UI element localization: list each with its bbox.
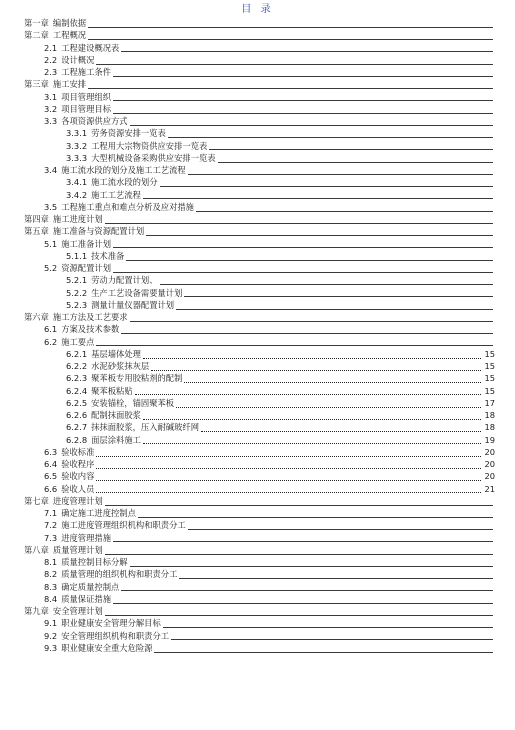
toc-entry-leader xyxy=(130,566,493,567)
toc-entry-label xyxy=(24,17,86,29)
toc-entry[interactable] xyxy=(0,360,515,372)
toc-entry[interactable] xyxy=(0,140,515,152)
toc-entry-number: 8.1 xyxy=(44,557,58,567)
toc-entry-number: 5.2.2 xyxy=(66,287,88,298)
toc-entry-number: 3.4 xyxy=(44,165,58,175)
toc-entry-leader xyxy=(135,394,481,395)
toc-entry-page-number: 21 xyxy=(484,483,495,494)
toc-entry-title: 项目管理组织 xyxy=(61,91,111,102)
toc-entry-title: 工程用大宗物资供应安排一览表 xyxy=(91,140,208,151)
toc-entry-leader xyxy=(113,76,493,77)
toc-entry-label xyxy=(66,299,174,311)
toc-entry-label xyxy=(44,617,161,629)
toc-entry-number: 第二章 xyxy=(24,30,49,41)
toc-entry-label xyxy=(24,78,86,90)
toc-entry-number: 5.2.3 xyxy=(66,299,88,310)
toc-entry-title: 编制依据 xyxy=(52,18,87,28)
toc-entry-title: 施工要点 xyxy=(61,336,95,347)
toc-entry[interactable] xyxy=(0,54,515,66)
toc-entry-number: 3.3 xyxy=(44,116,58,126)
toc-entry-label xyxy=(44,642,152,654)
toc-entry-label xyxy=(24,495,103,507)
toc-entry-number: 6.4 xyxy=(44,459,58,469)
toc-entry-page-number: 20 xyxy=(484,459,495,469)
toc-entry-leader xyxy=(188,529,493,530)
toc-entry-title: 进度管理计划 xyxy=(52,495,103,506)
toc-entry-leader xyxy=(143,419,481,420)
toc-entry-leader xyxy=(138,517,493,518)
toc-entry[interactable] xyxy=(0,152,515,164)
toc-entry-leader xyxy=(96,480,481,481)
toc-entry-number: 6.5 xyxy=(44,471,58,482)
toc-entry-label xyxy=(44,470,94,482)
toc-entry-title: 职业健康安全重大危险源 xyxy=(61,642,153,653)
toc-entry[interactable] xyxy=(0,470,515,482)
toc-entry[interactable] xyxy=(0,519,515,531)
toc-entry-number: 6.6 xyxy=(44,483,58,494)
toc-entry-number: 7.1 xyxy=(44,508,58,518)
toc-entry[interactable] xyxy=(0,434,515,446)
toc-entry-title: 劳务资源安排一览表 xyxy=(91,128,166,139)
toc-entry[interactable] xyxy=(0,201,515,213)
toc-entry[interactable] xyxy=(0,495,515,507)
toc-entry-title: 安全管理组织机构和职责分工 xyxy=(61,630,170,641)
toc-entry[interactable] xyxy=(0,372,515,384)
toc-entry-number: 2.1 xyxy=(44,42,58,53)
toc-entry[interactable] xyxy=(0,458,515,470)
toc-entry-leader xyxy=(160,186,493,187)
toc-entry-label xyxy=(66,140,207,152)
toc-entry-leader xyxy=(113,113,493,114)
toc-entry-title: 安全管理计划 xyxy=(52,606,103,616)
toc-entry-label xyxy=(44,519,186,531)
toc-entry-page-number: 20 xyxy=(484,446,495,457)
toc-entry-leader xyxy=(143,198,493,199)
toc-entry[interactable] xyxy=(0,29,515,41)
toc-entry-label xyxy=(44,164,186,176)
toc-entry-page-number: 17 xyxy=(484,397,495,408)
toc-entry[interactable] xyxy=(0,115,515,127)
toc-entry-title: 验收程序 xyxy=(61,459,95,469)
toc-entry-label xyxy=(44,446,94,458)
toc-entry-number: 6.2.4 xyxy=(66,385,88,396)
toc-entry-title: 安装锚栓，锚固聚苯板 xyxy=(91,397,175,408)
toc-entry-leader xyxy=(176,407,481,408)
toc-entry-number: 3.4.2 xyxy=(66,189,88,200)
toc-entry-leader xyxy=(184,296,493,297)
toc-entry[interactable] xyxy=(0,287,515,299)
toc-entry[interactable] xyxy=(0,507,515,519)
toc-entry-number: 第三章 xyxy=(24,79,49,90)
toc-entry-leader xyxy=(143,358,481,359)
toc-entry-label xyxy=(44,458,94,470)
toc-entry-title: 基层墙体处理 xyxy=(91,348,141,359)
toc-entry[interactable] xyxy=(0,593,515,605)
toc-entry[interactable] xyxy=(0,274,515,286)
toc-entry-number: 6.1 xyxy=(44,324,58,335)
toc-entry-title: 施工流水段的划分及施工工艺流程 xyxy=(61,165,186,175)
toc-entry-leader xyxy=(96,345,493,346)
toc-entry-page-number: 15 xyxy=(484,361,495,371)
toc-entry-label xyxy=(44,91,111,103)
toc-entry-title: 验收人员 xyxy=(61,483,95,494)
toc-entry-leader xyxy=(146,235,493,236)
toc-entry-number: 2.3 xyxy=(44,67,58,77)
toc-entry-title: 各项资源供应方式 xyxy=(61,116,128,126)
table-of-contents xyxy=(0,17,515,654)
toc-entry-number: 6.3 xyxy=(44,446,58,457)
toc-entry-title: 施工工艺流程 xyxy=(91,189,141,200)
toc-entry-title: 施工准备计划 xyxy=(61,238,111,249)
toc-entry[interactable] xyxy=(0,78,515,90)
toc-entry-label xyxy=(44,323,119,335)
toc-entry-number: 第六章 xyxy=(24,312,49,322)
toc-entry-label xyxy=(24,213,103,225)
toc-entry[interactable] xyxy=(0,213,515,225)
toc-entry-number: 6.2.1 xyxy=(66,348,88,359)
toc-entry[interactable] xyxy=(0,544,515,556)
toc-entry-title: 施工方法及工艺要求 xyxy=(52,312,128,322)
toc-entry-label xyxy=(66,176,158,188)
toc-entry-leader xyxy=(130,321,493,322)
toc-entry-label xyxy=(44,556,128,568)
toc-entry-title: 技术准备 xyxy=(91,250,125,261)
toc-entry-number: 6.2.8 xyxy=(66,434,88,445)
toc-entry-title: 质量控制目标分解 xyxy=(61,557,128,567)
toc-entry-number: 5.1.1 xyxy=(66,250,88,261)
toc-entry-label xyxy=(44,630,169,642)
toc-entry-leader xyxy=(88,39,493,40)
toc-entry-label xyxy=(44,532,111,544)
toc-entry-title: 配制抹面胶浆 xyxy=(91,410,141,420)
toc-entry-page-number: 15 xyxy=(484,373,495,384)
toc-entry-number: 5.2.1 xyxy=(66,275,88,286)
toc-entry-number: 第七章 xyxy=(24,495,49,506)
toc-entry-leader xyxy=(143,443,481,444)
toc-entry-number: 9.3 xyxy=(44,642,58,653)
toc-entry-title: 质量保证措施 xyxy=(61,593,111,604)
toc-entry[interactable] xyxy=(0,532,515,544)
toc-entry[interactable] xyxy=(0,642,515,654)
toc-entry[interactable] xyxy=(0,311,515,323)
toc-entry-page-number: 20 xyxy=(484,471,495,482)
toc-entry-leader xyxy=(113,100,493,101)
toc-entry-leader xyxy=(201,431,481,432)
toc-entry-label xyxy=(24,544,103,556)
toc-entry-number: 第五章 xyxy=(24,226,49,237)
toc-entry-title: 确定质量控制点 xyxy=(61,581,120,592)
toc-entry[interactable] xyxy=(0,409,515,421)
toc-entry-leader xyxy=(113,603,493,604)
toc-entry-label xyxy=(44,581,119,593)
toc-entry-number: 第八章 xyxy=(24,544,49,555)
toc-entry-label xyxy=(66,287,182,299)
toc-entry-label xyxy=(66,385,133,397)
toc-entry-title: 项目管理目标 xyxy=(61,103,111,114)
toc-entry-label xyxy=(66,421,199,433)
toc-entry[interactable] xyxy=(0,421,515,433)
toc-entry-leader xyxy=(105,505,493,506)
toc-entry-number: 3.3.1 xyxy=(66,128,88,139)
toc-entry-leader xyxy=(105,223,493,224)
toc-entry-label xyxy=(66,250,124,262)
toc-entry-leader xyxy=(96,64,493,65)
toc-entry[interactable] xyxy=(0,176,515,188)
toc-entry-title: 大型机械设备采购供应安排一览表 xyxy=(91,152,216,163)
toc-entry-title: 方案及技术参数 xyxy=(61,324,120,335)
toc-entry[interactable] xyxy=(0,397,515,409)
toc-entry-number: 3.1 xyxy=(44,91,58,102)
toc-entry[interactable] xyxy=(0,336,515,348)
toc-entry[interactable] xyxy=(0,617,515,629)
toc-entry[interactable] xyxy=(0,91,515,103)
toc-entry-label xyxy=(66,348,141,360)
toc-entry-number: 7.3 xyxy=(44,532,58,543)
toc-entry[interactable] xyxy=(0,238,515,250)
toc-entry-label xyxy=(66,434,141,446)
toc-entry[interactable] xyxy=(0,556,515,568)
toc-entry[interactable] xyxy=(0,630,515,642)
toc-entry[interactable] xyxy=(0,225,515,237)
toc-entry-number: 3.3.3 xyxy=(66,152,88,163)
toc-entry-label xyxy=(24,311,128,323)
toc-entry-leader xyxy=(121,333,493,334)
toc-entry-leader xyxy=(171,639,493,640)
toc-entry[interactable] xyxy=(0,127,515,139)
toc-entry-title: 验收内容 xyxy=(61,471,95,482)
toc-entry-label xyxy=(44,238,111,250)
toc-entry-title: 施工进度计划 xyxy=(52,214,103,224)
toc-entry-number: 3.3.2 xyxy=(66,140,88,151)
toc-entry-leader xyxy=(154,652,493,653)
toc-entry-leader xyxy=(96,456,481,457)
toc-entry-page-number: 18 xyxy=(484,422,495,433)
toc-entry-title: 工程概况 xyxy=(52,30,87,41)
toc-entry-label xyxy=(44,507,136,519)
toc-entry-number: 3.4.1 xyxy=(66,177,88,188)
toc-entry[interactable] xyxy=(0,189,515,201)
toc-entry-title: 资源配置计划 xyxy=(61,263,111,273)
toc-entry-number: 9.1 xyxy=(44,618,58,629)
toc-entry-leader xyxy=(151,370,481,371)
toc-entry-label xyxy=(44,593,111,605)
toc-entry[interactable] xyxy=(0,348,515,360)
toc-entry-title: 工程建设概况表 xyxy=(61,42,120,53)
toc-entry-label xyxy=(44,115,128,127)
toc-entry-number: 2.2 xyxy=(44,54,58,65)
toc-entry-title: 施工安排 xyxy=(52,79,87,90)
toc-entry-label xyxy=(66,409,141,421)
toc-entry-title: 进度管理措施 xyxy=(61,532,111,543)
toc-entry[interactable] xyxy=(0,483,515,495)
toc-entry-number: 6.2 xyxy=(44,336,58,347)
toc-entry-number: 第一章 xyxy=(24,18,49,28)
toc-entry-number: 3.2 xyxy=(44,103,58,114)
toc-entry-page-number: 19 xyxy=(484,434,495,445)
toc-entry-label xyxy=(44,483,94,495)
toc-entry-leader xyxy=(179,578,493,579)
toc-entry-page-number: 15 xyxy=(484,348,495,359)
toc-entry[interactable] xyxy=(0,385,515,397)
toc-entry-page-number: 18 xyxy=(484,410,495,420)
toc-entry-label xyxy=(44,42,119,54)
toc-entry-leader xyxy=(188,174,493,175)
toc-entry-leader xyxy=(184,382,481,383)
toc-entry-title: 测量计量仪器配置计划 xyxy=(91,299,175,310)
toc-entry-number: 6.2.5 xyxy=(66,397,88,408)
toc-entry-label xyxy=(66,372,182,384)
toc-entry-number: 8.2 xyxy=(44,569,58,580)
toc-entry-number: 6.2.7 xyxy=(66,422,88,433)
toc-entry-label xyxy=(66,127,166,139)
toc-entry-page-number: 15 xyxy=(484,385,495,396)
toc-entry-number: 6.2.6 xyxy=(66,410,88,420)
toc-entry[interactable] xyxy=(0,66,515,78)
toc-entry-leader xyxy=(88,88,493,89)
toc-entry[interactable] xyxy=(0,446,515,458)
toc-entry-number: 9.2 xyxy=(44,630,58,641)
toc-entry-number: 7.2 xyxy=(44,520,58,531)
toc-entry-label xyxy=(24,29,86,41)
toc-entry-leader xyxy=(130,125,493,126)
toc-entry-label xyxy=(44,336,94,348)
toc-entry-title: 水泥砂浆抹灰层 xyxy=(91,361,150,371)
toc-entry-number: 6.2.2 xyxy=(66,361,88,371)
toc-entry-title: 工程施工重点和难点分析及应对措施 xyxy=(61,201,194,212)
toc-entry-label xyxy=(24,225,144,237)
toc-entry-leader xyxy=(168,137,493,138)
toc-entry-label xyxy=(66,397,174,409)
toc-entry-leader xyxy=(163,627,493,628)
toc-entry-label xyxy=(66,189,141,201)
toc-entry-title: 聚苯板专用胶粘剂的配制 xyxy=(91,373,183,384)
toc-entry-title: 劳动力配置计划、 xyxy=(91,275,158,286)
toc-entry-title: 施工准备与资源配置计划 xyxy=(52,226,145,237)
toc-entry-number: 5.2 xyxy=(44,263,58,273)
toc-entry-label xyxy=(66,360,149,372)
toc-entry[interactable] xyxy=(0,164,515,176)
toc-entry-number: 3.5 xyxy=(44,201,58,212)
toc-entry[interactable] xyxy=(0,299,515,311)
toc-entry-label xyxy=(44,568,177,580)
toc-entry-title: 抹抹面胶浆，压入耐碱玻纤网 xyxy=(91,422,199,433)
toc-entry-title: 施工流水段的划分 xyxy=(91,177,158,188)
toc-entry-label xyxy=(44,201,194,213)
toc-entry-leader xyxy=(176,309,493,310)
toc-entry-title: 质量管理计划 xyxy=(52,544,103,555)
toc-entry-leader xyxy=(209,149,493,150)
toc-entry-leader xyxy=(105,554,493,555)
toc-entry-leader xyxy=(105,615,493,616)
toc-entry-label xyxy=(66,152,216,164)
toc-entry-leader xyxy=(160,284,493,285)
toc-entry-leader xyxy=(218,162,493,163)
toc-entry-leader xyxy=(196,211,493,212)
toc-entry-label xyxy=(44,66,111,78)
toc-entry[interactable] xyxy=(0,605,515,617)
toc-entry-title: 职业健康安全管理分解目标 xyxy=(61,618,161,629)
toc-entry-leader xyxy=(96,492,481,493)
toc-entry[interactable] xyxy=(0,568,515,580)
toc-entry-title: 面层涂料施工 xyxy=(91,434,141,445)
toc-entry-leader xyxy=(126,260,493,261)
toc-entry-title: 验收标准 xyxy=(61,446,95,457)
toc-entry-leader xyxy=(121,590,493,591)
toc-entry-leader xyxy=(121,51,493,52)
toc-entry-leader xyxy=(113,247,493,248)
toc-entry-leader xyxy=(96,468,481,469)
toc-entry-leader xyxy=(113,541,493,542)
toc-entry-title: 设计概况 xyxy=(61,54,95,65)
toc-entry-label xyxy=(44,54,94,66)
toc-entry-number: 8.3 xyxy=(44,581,58,592)
toc-entry-title: 聚苯板粘贴 xyxy=(91,385,133,396)
toc-entry-number: 6.2.3 xyxy=(66,373,88,384)
toc-entry[interactable] xyxy=(0,581,515,593)
toc-entry[interactable] xyxy=(0,103,515,115)
toc-entry[interactable] xyxy=(0,17,515,29)
toc-entry-title: 施工进度管理组织机构和职责分工 xyxy=(61,520,186,531)
toc-entry-leader xyxy=(88,27,493,28)
toc-entry-leader xyxy=(113,272,493,273)
toc-entry-number: 8.4 xyxy=(44,593,58,604)
toc-entry[interactable] xyxy=(0,323,515,335)
toc-entry-title: 质量管理的组织机构和职责分工 xyxy=(61,569,178,580)
toc-entry-label xyxy=(44,103,111,115)
toc-entry-number: 第四章 xyxy=(24,214,49,224)
toc-entry-title: 工程施工条件 xyxy=(61,67,111,77)
toc-entry-number: 第九章 xyxy=(24,606,49,616)
toc-entry[interactable] xyxy=(0,250,515,262)
toc-entry-label xyxy=(44,262,111,274)
toc-entry-title: 生产工艺设备需要量计划 xyxy=(91,287,183,298)
toc-entry-label xyxy=(24,605,103,617)
toc-entry[interactable] xyxy=(0,42,515,54)
toc-entry-title: 确定施工进度控制点 xyxy=(61,508,136,518)
toc-entry-number: 5.1 xyxy=(44,238,58,249)
toc-title: 目 录 xyxy=(241,4,274,15)
toc-entry[interactable] xyxy=(0,262,515,274)
toc-entry-label xyxy=(66,274,158,286)
